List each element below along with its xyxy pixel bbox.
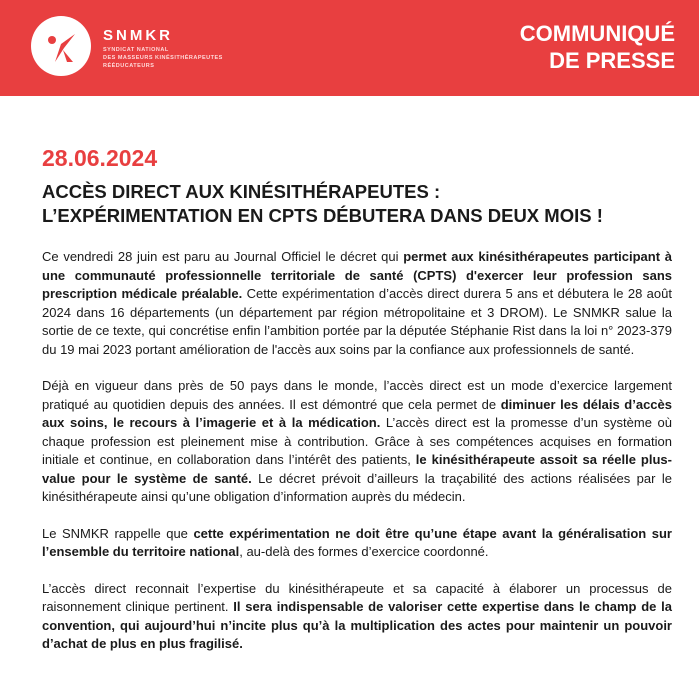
brand xyxy=(103,27,223,70)
brand-sub-line: SYNDICAT NATIONAL xyxy=(103,47,169,53)
press-release-label xyxy=(520,20,675,74)
bold-text: Il sera indispensable de valoriser cette expertise dans le champ de la convention, qui aujourd’hui n’incite plus qu’à la multiplication des actes pour maintenir un pouvoir d’achat de plus en plus fragilisé. xyxy=(42,599,672,651)
body-text xyxy=(42,248,672,672)
paragraph xyxy=(42,580,672,654)
brand-sub-line: DES MASSEURS KINÉSITHÉRAPEUTES xyxy=(103,55,223,61)
brand-subtitle xyxy=(103,46,223,70)
brand-sub-line: RÉÉDUCATEURS xyxy=(103,63,155,69)
logo-icon xyxy=(31,16,91,76)
headline-line: L’EXPÉRIMENTATION EN CPTS DÉBUTERA DANS DEUX MOIS ! xyxy=(42,205,603,226)
paragraph xyxy=(42,377,672,507)
text: Ce vendredi 28 juin est paru au Journal Officiel le décret qui xyxy=(42,249,404,264)
text: Cette expérimentation d’accès direct durera 5 ans et débutera le 28 août 2024 dans 16 départements (un département par région métropolitaine et 3 DROM). Le SNMKR salue la sortie de ce texte, qui concrétise enfin l’ambition portée par la députée Stéphanie Rist dans la loi n° 2023-379 du 19 mai 2023 portant amélioration de l'accès aux soins par la confiance aux professionnels de santé. xyxy=(42,286,672,357)
paragraph xyxy=(42,248,672,359)
brand-name: SNMKR xyxy=(103,27,173,44)
bold-text: diminuer les délais d’accès aux soins, le recours à l’imagerie et à la médication. xyxy=(42,396,672,430)
header xyxy=(0,0,699,96)
text: , au-delà des formes d’exercice coordonné. xyxy=(239,544,489,559)
headline xyxy=(42,180,682,228)
paragraph xyxy=(42,525,672,562)
headline-line: ACCÈS DIRECT AUX KINÉSITHÉRAPEUTES : xyxy=(42,181,441,202)
cp-line: COMMUNIQUÉ xyxy=(519,21,675,46)
bold-text: permet aux kinésithérapeutes participant à une communauté professionnelle territoriale de santé (CPTS) d'exercer leur profession sans prescription médicale préalable. xyxy=(42,249,672,301)
text: Déjà en vigueur dans près de 50 pays dans le monde, l’accès direct est un mode d’exercice largement pratiqué au quotidien depuis des années. Il est démontré que cela permet de xyxy=(42,378,672,412)
release-date: 28.06.2024 xyxy=(42,145,158,171)
cp-line: DE PRESSE xyxy=(549,48,675,73)
bold-text: le kinésithérapeute assoit sa réelle plus-value pour le système de santé. xyxy=(42,452,672,486)
text: Le décret prévoit d’ailleurs la traçabilité des actions réalisées par le kinésithérapeute ainsi qu’une obligation d’information auprès du médecin. xyxy=(42,470,672,504)
text: L’accès direct est la promesse d’un système où chaque profession est pleinement mise à contribution. Grâce à ses compétences acquises en formation initiale et continue, en collaboration dans l’intérêt des patients, xyxy=(42,415,672,467)
bold-text: cette expérimentation ne doit être qu’une étape avant la généralisation sur l’ensemble du territoire national xyxy=(42,525,672,559)
text: L’accès direct reconnait l’expertise du kinésithérapeute et sa capacité à élaborer un processus de raisonnement clinique pertinent. xyxy=(42,580,672,614)
text: Le SNMKR rappelle que xyxy=(42,525,194,541)
